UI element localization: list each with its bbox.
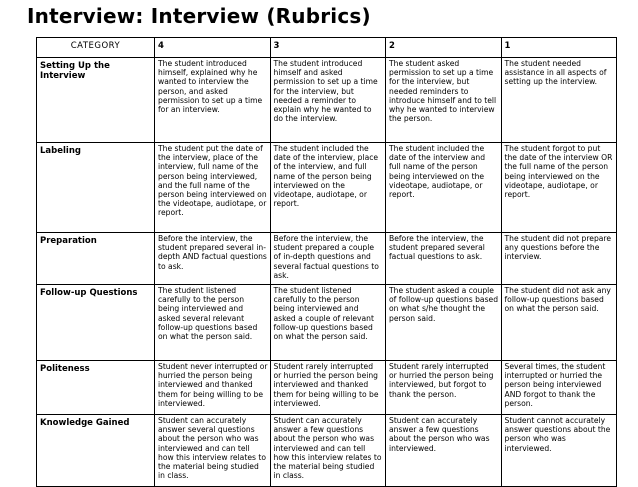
header-row bbox=[37, 38, 617, 58]
criterion-cell: Several times, the student interrupted or hurried the person being interviewed AND forgot to thank the person. bbox=[501, 361, 617, 415]
table-row bbox=[37, 361, 617, 415]
criterion-cell: The student introduced himself, explained why he wanted to interview the person, and asked permission to set up a time for an interview. bbox=[155, 58, 271, 143]
category-cell: Preparation bbox=[37, 233, 155, 285]
criterion-cell: The student did not prepare any questions before the interview. bbox=[501, 233, 617, 285]
criterion-cell: The student did not ask any follow-up questions based on what the person said. bbox=[501, 285, 617, 361]
criterion-cell: The student put the date of the interview, place of the interview, full name of the person being interviewed, and the full name of the person being interviewed on the videotape, audiotape, or report. bbox=[155, 143, 271, 233]
criterion-cell: The student asked a couple of follow-up questions based on what s/he thought the person said. bbox=[386, 285, 502, 361]
category-header: CATEGORY bbox=[37, 38, 155, 58]
category-cell: Politeness bbox=[37, 361, 155, 415]
page-title: Interview: Interview (Rubrics) bbox=[27, 4, 371, 28]
criterion-cell: The student included the date of the interview, place of the interview, and full name of the person being interviewed on the videotape, audiotape, or report. bbox=[270, 143, 386, 233]
rubric-table bbox=[36, 37, 617, 487]
criterion-cell: The student needed assistance in all aspects of setting up the interview. bbox=[501, 58, 617, 143]
criterion-cell: The student introduced himself and asked permission to set up a time for the interview, but needed a reminder to explain why he wanted to do the interview. bbox=[270, 58, 386, 143]
score-header-1: 1 bbox=[501, 38, 617, 58]
category-cell: Follow-up Questions bbox=[37, 285, 155, 361]
criterion-cell: Before the interview, the student prepared a couple of in-depth questions and several factual questions to ask. bbox=[270, 233, 386, 285]
category-cell: Knowledge Gained bbox=[37, 415, 155, 487]
criterion-cell: Student cannot accurately answer questions about the person who was interviewed. bbox=[501, 415, 617, 487]
criterion-cell: The student asked permission to set up a time for the interview, but needed reminders to introduce himself and to tell why he wanted to interview the person. bbox=[386, 58, 502, 143]
criterion-cell: Student can accurately answer several questions about the person who was interviewed and can tell how this interview relates to the material being studied in class. bbox=[155, 415, 271, 487]
score-header-2: 2 bbox=[386, 38, 502, 58]
category-cell: Labeling bbox=[37, 143, 155, 233]
table-row bbox=[37, 285, 617, 361]
criterion-cell: Student rarely interrupted or hurried the person being interviewed and thanked them for being willing to be interviewed. bbox=[270, 361, 386, 415]
criterion-cell: The student forgot to put the date of the interview OR the full name of the person being interviewed on the videotape, audiotape, or report. bbox=[501, 143, 617, 233]
criterion-cell: Student can accurately answer a few questions about the person who was interviewed and can tell how this interview relates to the material being studied in class. bbox=[270, 415, 386, 487]
criterion-cell: The student included the date of the interview and full name of the person being interviewed on the videotape, audiotape, or report. bbox=[386, 143, 502, 233]
table-row bbox=[37, 58, 617, 143]
table-row bbox=[37, 233, 617, 285]
criterion-cell: Student never interrupted or hurried the person being interviewed and thanked them for being willing to be interviewed. bbox=[155, 361, 271, 415]
criterion-cell: The student listened carefully to the person being interviewed and asked a couple of relevant follow-up questions based on what the person said. bbox=[270, 285, 386, 361]
score-header-4: 4 bbox=[155, 38, 271, 58]
table-row bbox=[37, 415, 617, 487]
criterion-cell: Before the interview, the student prepared several in-depth AND factual questions to ask. bbox=[155, 233, 271, 285]
score-header-3: 3 bbox=[270, 38, 386, 58]
criterion-cell: The student listened carefully to the person being interviewed and asked several relevant follow-up questions based on what the person said. bbox=[155, 285, 271, 361]
criterion-cell: Before the interview, the student prepared several factual questions to ask. bbox=[386, 233, 502, 285]
table-row bbox=[37, 143, 617, 233]
category-cell: Setting Up the Interview bbox=[37, 58, 155, 143]
criterion-cell: Student rarely interrupted or hurried the person being interviewed, but forgot to thank the person. bbox=[386, 361, 502, 415]
criterion-cell: Student can accurately answer a few questions about the person who was interviewed. bbox=[386, 415, 502, 487]
